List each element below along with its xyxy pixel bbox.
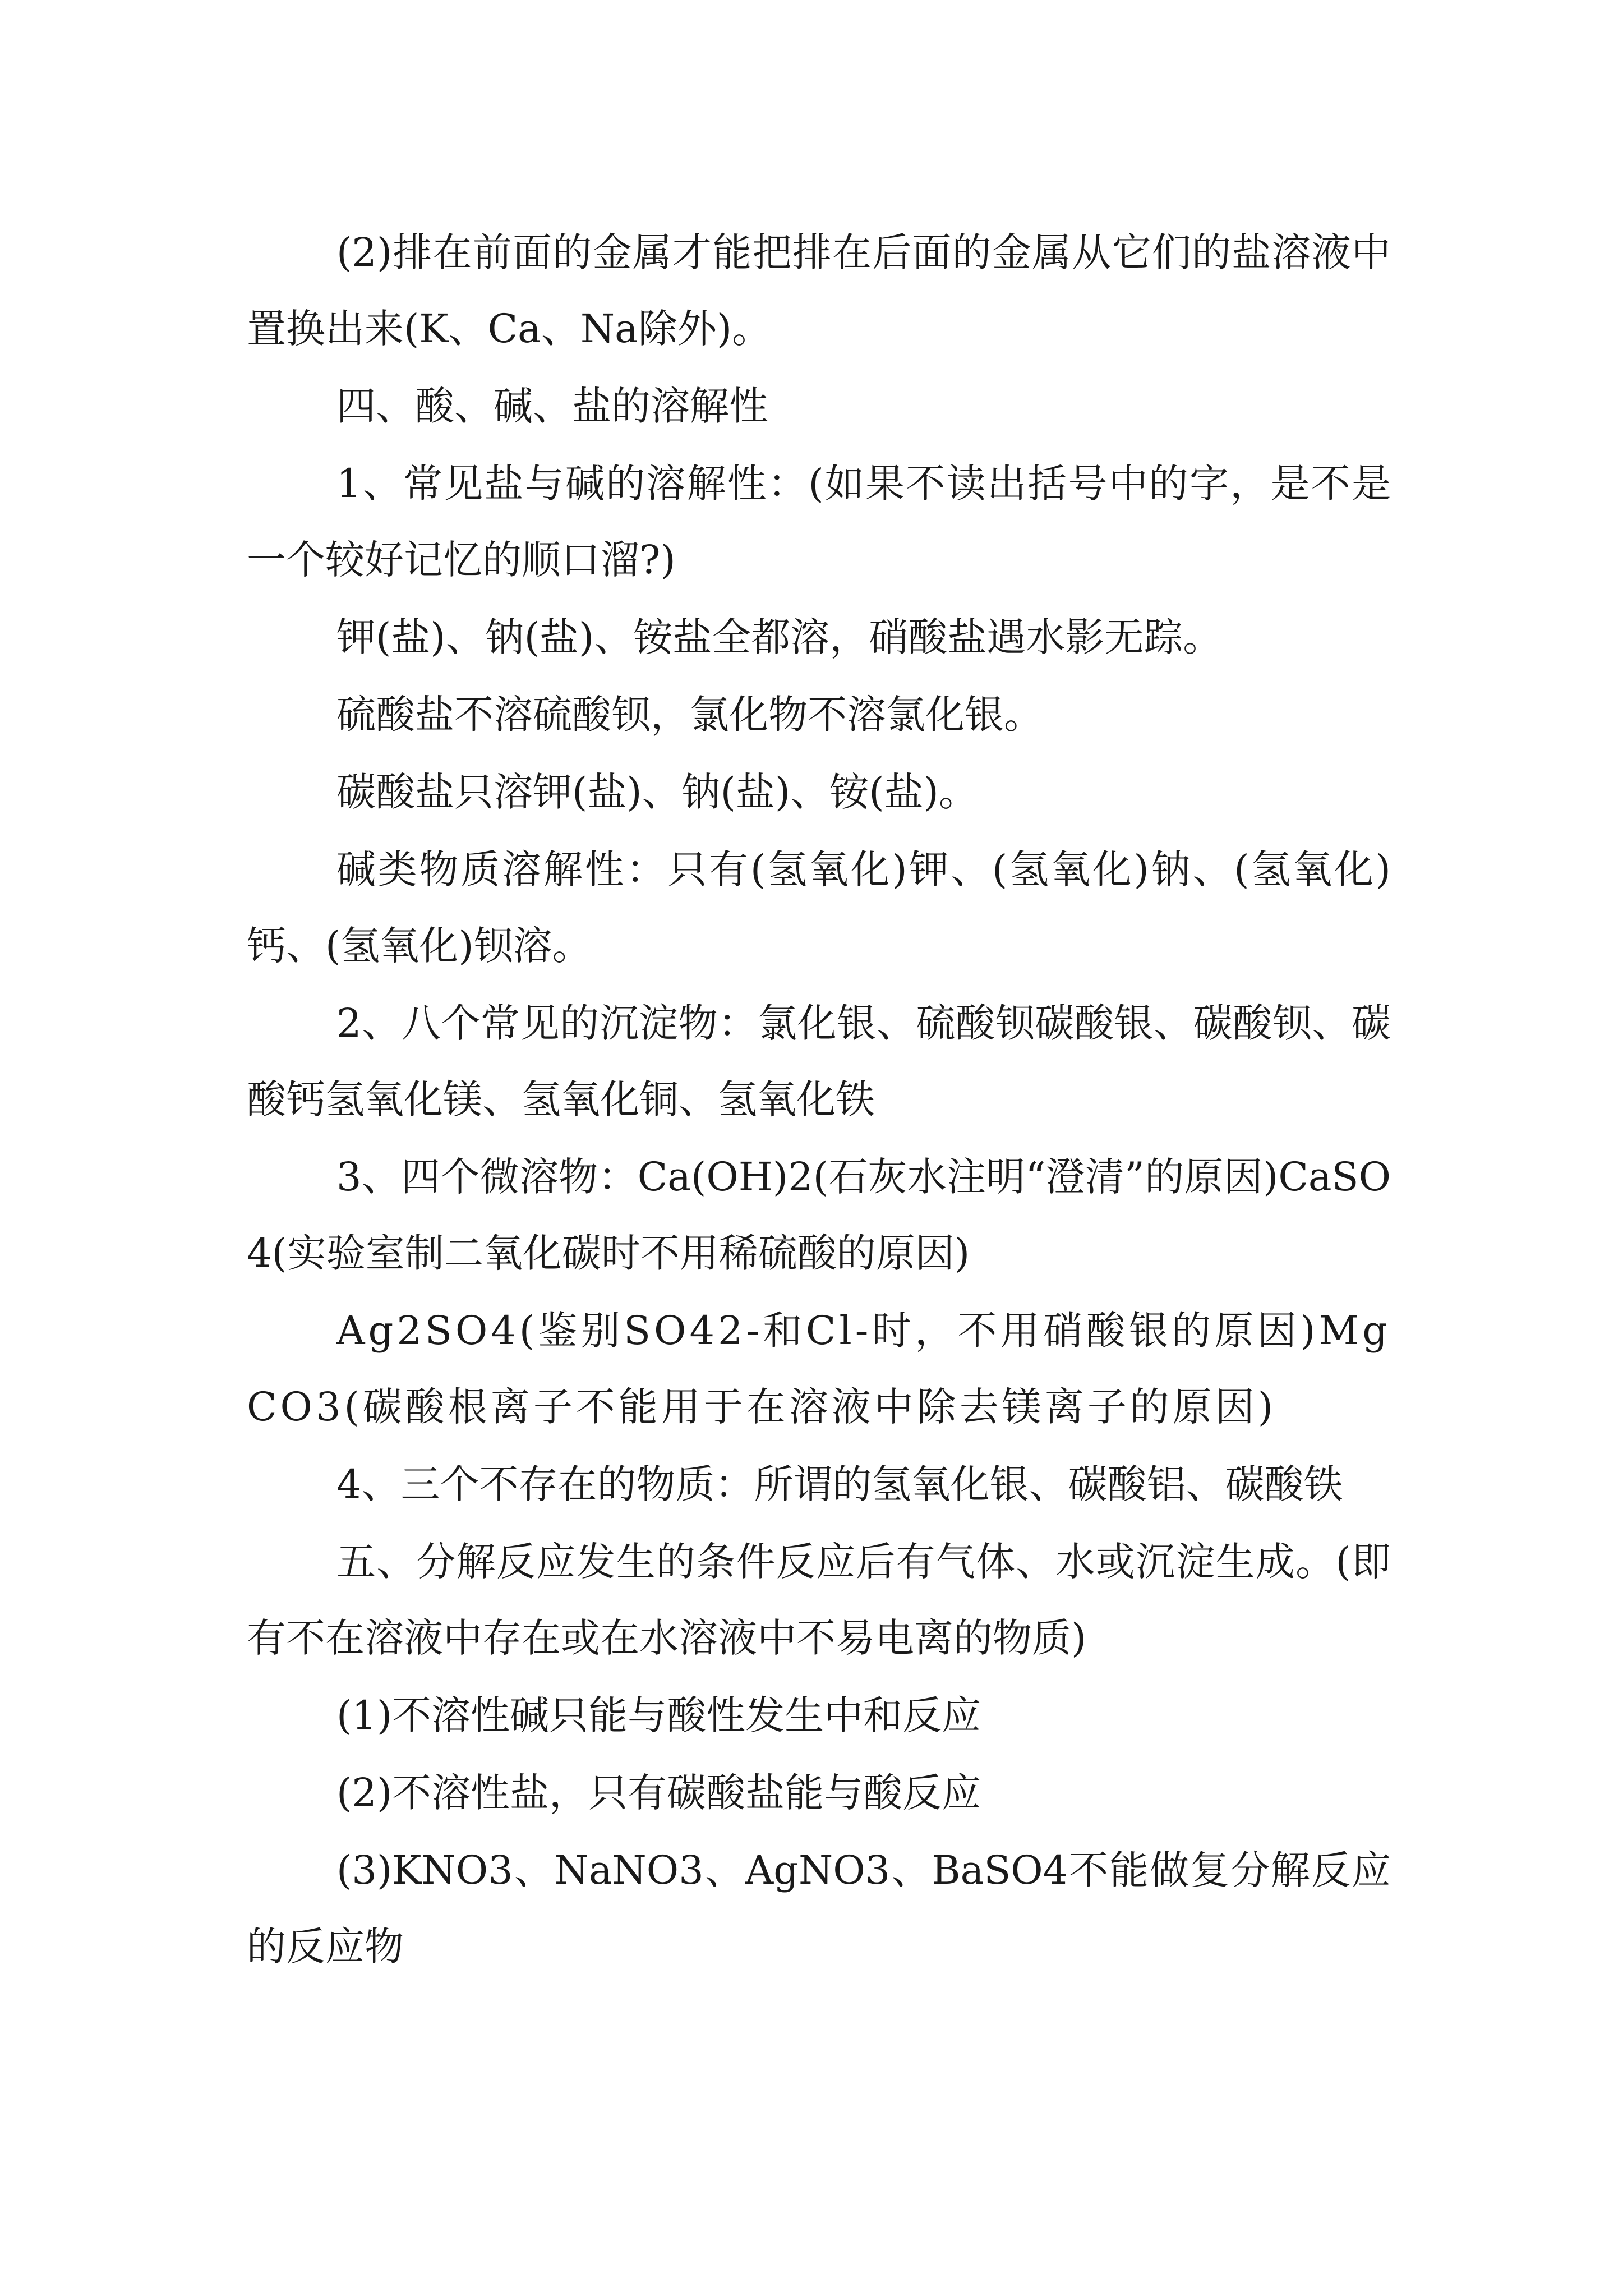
rhyme-line-3: 碳酸盐只溶钾(盐)、钠(盐)、铵(盐)。	[336, 769, 978, 815]
rhyme-line-2: 硫酸盐不溶硫酸钡，氯化物不溶氯化银。	[336, 692, 1043, 738]
rhyme-line-1: 钾(盐)、钠(盐)、铵盐全都溶，硝酸盐遇水影无踪。	[336, 614, 1223, 660]
section-heading-decomposition: 五、分解反应发生的条件反应后有气体、水或沉淀生成。(即有不在溶液中存在或在水溶液中不易电离的物质)	[247, 1539, 1391, 1661]
paragraph-base-solubility: 碱类物质溶解性：只有(氢氧化)钾、(氢氧化)钠、(氢氧化)钙、(氢氧化)钡溶。	[247, 846, 1391, 969]
paragraph-precipitates: 2、八个常见的沉淀物：氯化银、硫酸钡碳酸银、碳酸钡、碳酸钙氢氧化镁、氢氧化铜、氢氧化铁	[247, 1000, 1391, 1122]
list-item-2: (2)不溶性盐，只有碳酸盐能与酸反应	[336, 1770, 981, 1816]
list-item-1: (1)不溶性碱只能与酸性发生中和反应	[336, 1692, 981, 1738]
paragraph-slightly-soluble: 3、四个微溶物：Ca(OH)2(石灰水注明“澄清”的原因)CaSO4(实验室制二氧化碳时不用稀硫酸的原因)	[247, 1154, 1391, 1276]
paragraph-slightly-soluble-cont: Ag2SO4(鉴别SO42-和Cl-时，不用硝酸银的原因)MgCO3(碳酸根离子不能用于在溶液中除去镁离子的原因)	[247, 1308, 1391, 1430]
section-heading-solubility: 四、酸、碱、盐的溶解性	[336, 383, 768, 429]
paragraph-displacement-rule: (2)排在前面的金属才能把排在后面的金属从它们的盐溶液中置换出来(K、Ca、Na除外)。	[247, 229, 1391, 352]
paragraph-nonexistent: 4、三个不存在的物质：所谓的氢氧化银、碳酸铝、碳酸铁	[336, 1461, 1343, 1507]
document-body	[247, 214, 1391, 1986]
paragraph-solubility-intro: 1、常见盐与碱的溶解性：(如果不读出括号中的字，是不是一个较好记忆的顺口溜?)	[247, 461, 1391, 583]
list-item-3: (3)KNO3、NaNO3、AgNO3、BaSO4不能做复分解反应的反应物	[247, 1847, 1391, 1970]
